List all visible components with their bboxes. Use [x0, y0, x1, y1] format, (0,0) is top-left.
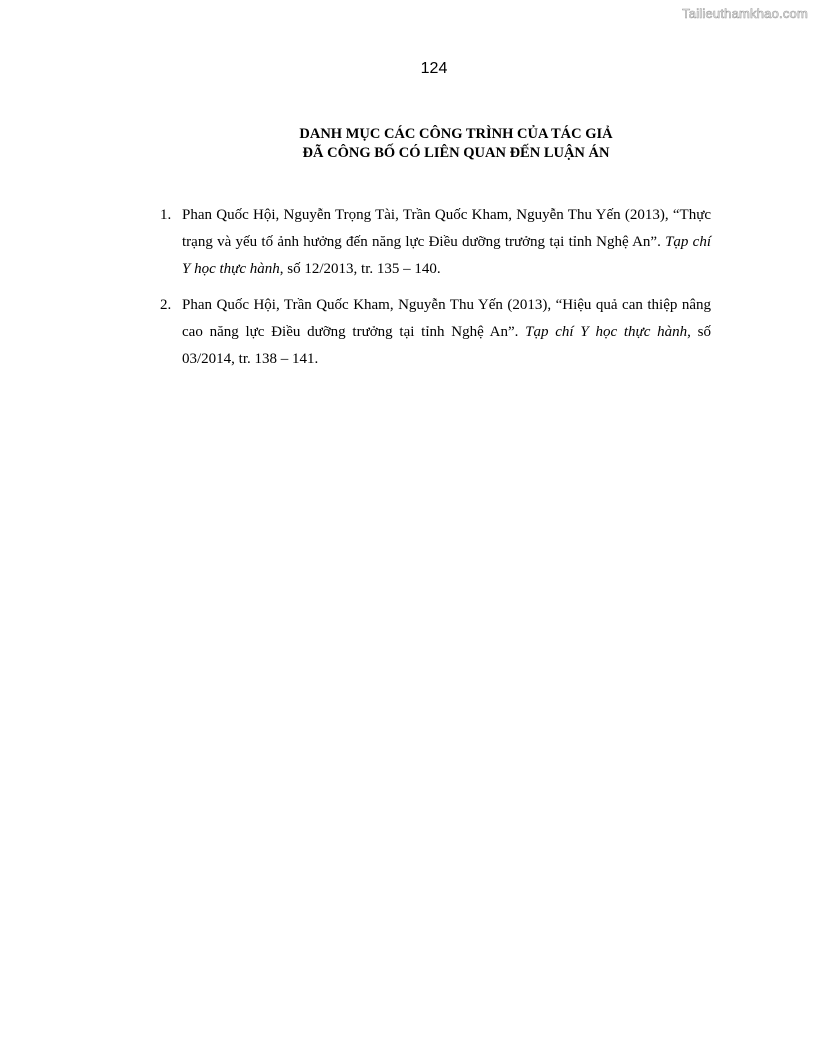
publication-issue: , số 12/2013, tr. 135 – 140.	[279, 261, 441, 277]
publication-number: 1.	[160, 207, 172, 223]
page-number: 124	[420, 60, 448, 77]
publication-list	[160, 202, 711, 382]
section-heading	[0, 125, 816, 163]
publication-item-1	[160, 202, 711, 283]
publication-citation: Phan Quốc Hội, Nguyễn Trọng Tài, Trần Quốc Kham, Nguyễn Thu Yến (2013), “Thực trạng và yếu tố ảnh hưởng đến năng lực Điều dưỡng trưởng tại tỉnh Nghệ An”.	[182, 207, 711, 250]
heading-line-1: DANH MỤC CÁC CÔNG TRÌNH CỦA TÁC GIẢ	[299, 126, 613, 142]
publication-issue: , số 03/2014, tr. 138 – 141.	[182, 324, 711, 367]
heading-line-2: ĐÃ CÔNG BỐ CÓ LIÊN QUAN ĐẾN LUẬN ÁN	[302, 145, 610, 161]
publication-journal: Tạp chí Y học thực hành	[525, 324, 688, 340]
publication-citation: Phan Quốc Hội, Trần Quốc Kham, Nguyễn Thu Yến (2013), “Hiệu quả can thiệp nâng cao năng lực Điều dưỡng trưởng tại tỉnh Nghệ An”.	[182, 297, 711, 340]
publication-number: 2.	[160, 297, 172, 313]
publication-journal: Tạp chí Y học thực hành	[182, 234, 712, 277]
watermark-text: Tailieuthamkhao.com	[682, 6, 808, 21]
publication-item-2	[160, 292, 711, 373]
